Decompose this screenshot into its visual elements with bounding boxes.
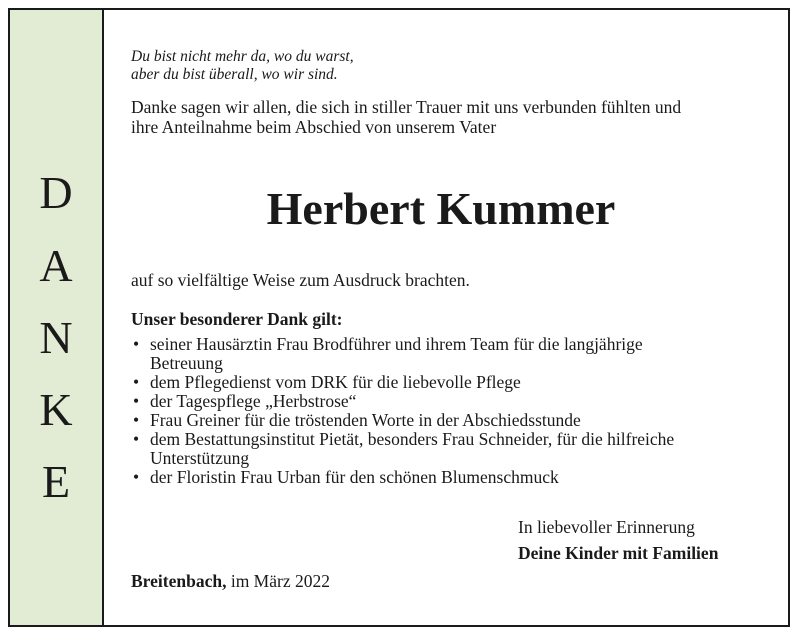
thanks-heading: Unser besonderer Dank gilt: xyxy=(131,309,343,329)
list-item xyxy=(131,392,761,411)
list-item xyxy=(131,430,761,468)
sidebar-letter-k: K xyxy=(39,384,73,435)
list-item-text: der Tagespflege „Herbstrose“ xyxy=(150,391,357,411)
intro-line: ihre Anteilnahme beim Abschied von unserem Vater xyxy=(131,117,497,137)
memory-line: In liebevoller Erinnerung xyxy=(518,517,695,537)
list-item xyxy=(131,468,761,487)
thanks-list xyxy=(131,335,761,487)
list-item-text: Unterstützung xyxy=(150,448,250,468)
family-signature: Deine Kinder mit Familien xyxy=(518,543,719,563)
bullet-icon: • xyxy=(133,334,140,354)
intro-text xyxy=(131,97,761,137)
bullet-icon: • xyxy=(133,372,140,392)
bullet-icon: • xyxy=(133,467,140,487)
date-text: im März 2022 xyxy=(226,571,330,591)
obituary-card xyxy=(8,8,790,627)
bullet-icon: • xyxy=(133,410,140,430)
sidebar-letter-e: E xyxy=(41,456,71,507)
list-item-text: dem Bestattungsinstitut Pietät, besonders Frau Schneider, für die hilfreiche xyxy=(150,429,675,449)
sidebar-letter-a: A xyxy=(39,240,73,291)
place-name: Breitenbach, xyxy=(131,571,227,591)
place-date xyxy=(131,571,330,591)
list-item xyxy=(131,411,761,430)
motto-line: Du bist nicht mehr da, wo du warst, xyxy=(131,48,354,65)
bullet-icon: • xyxy=(133,429,140,449)
motto-quote xyxy=(131,48,354,84)
after-name-text: auf so vielfältige Weise zum Ausdruck brachten. xyxy=(131,270,470,290)
deceased-name: Herbert Kummer xyxy=(266,183,616,234)
motto-line: aber du bist überall, wo wir sind. xyxy=(131,66,338,83)
intro-line: Danke sagen wir allen, die sich in stiller Trauer mit uns verbunden fühlten und xyxy=(131,97,682,117)
list-item-text: der Floristin Frau Urban für den schönen Blumenschmuck xyxy=(150,467,559,487)
obituary-content xyxy=(131,10,788,625)
list-item-text: Frau Greiner für die tröstenden Worte in der Abschiedsstunde xyxy=(150,410,581,430)
sidebar-letter-d: D xyxy=(39,167,73,218)
list-item xyxy=(131,335,761,373)
danke-sidebar xyxy=(10,10,104,625)
list-item-text: dem Pflegedienst vom DRK für die liebevolle Pflege xyxy=(150,372,521,392)
list-item-text: Betreuung xyxy=(150,353,223,373)
list-item xyxy=(131,373,761,392)
sidebar-letter-n: N xyxy=(39,312,73,363)
bullet-icon: • xyxy=(133,391,140,411)
list-item-text: seiner Hausärztin Frau Brodführer und ihrem Team für die langjährige xyxy=(150,334,643,354)
